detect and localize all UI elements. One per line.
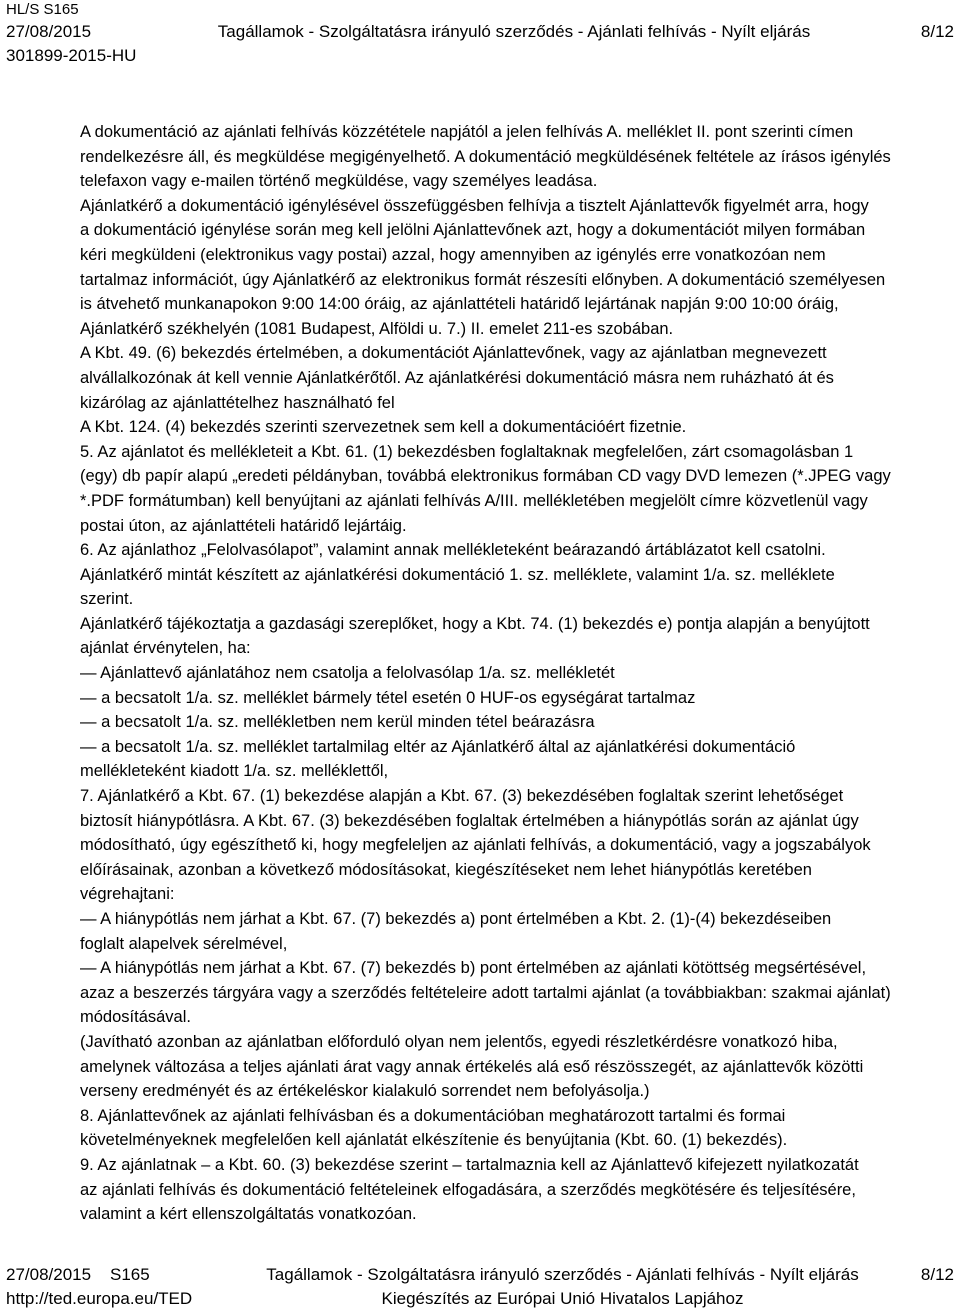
body-line: Ajánlatkérő tájékoztatja a gazdasági szereplőket, hogy a Kbt. 74. (1) bekezdés e) pontja alapján a benyújtott <box>80 614 870 633</box>
doc-code: HL/S S165 <box>6 1 79 18</box>
body-line: kizárólag az ajánlattételhez használható fel <box>80 393 395 412</box>
footer-page-number: 8/12 <box>920 1265 954 1284</box>
body-line: 7. Ajánlatkérő a Kbt. 67. (1) bekezdése alapján a Kbt. 67. (3) bekezdésében foglaltak szerint lehetőséget <box>80 787 844 806</box>
body-line: kéri megküldeni (elektronikus vagy postai) azzal, hogy amennyiben az igénylés erre vonatkozóan nem <box>80 245 826 264</box>
body-line: 9. Az ajánlatnak – a Kbt. 60. (3) bekezdése szerint – tartalmaznia kell az Ajánlattevő kifejezett nyilatkozatát <box>80 1155 859 1174</box>
header-page-number: 8/12 <box>920 22 954 41</box>
body-line: előírásainak, azonban a következő módosításokat, kiegészítéseket nem lehet hiánypótlás keretében <box>80 860 812 879</box>
body-line: — A hiánypótlás nem járhat a Kbt. 67. (7) bekezdés b) pont értelmében az ajánlati kötöttség megsértésével, <box>80 959 867 978</box>
body-line: a dokumentáció igénylése során meg kell jelölni Ajánlattevőnek azt, hogy a dokumentációt milyen formában <box>80 221 866 240</box>
body-line: A Kbt. 124. (4) bekezdés szerinti szervezetnek sem kell a dokumentációért fizetnie. <box>80 418 687 437</box>
body-line: követelményeknek megfelelően kell ajánlatát elkészítenie és benyújtania (Kbt. 60. (1) bekezdés). <box>80 1131 788 1150</box>
body-line: 6. Az ajánlathoz „Felolvasólapot”, valamint annak mellékleteként beárazandó ártáblázatot kell csatolni. <box>80 541 826 560</box>
body-line: telefaxon vagy e-mailen történő megküldése, vagy személyes leadása. <box>80 172 598 191</box>
page-footer <box>6 1264 954 1286</box>
footer-date: 27/08/2015 <box>6 1265 92 1284</box>
document-body <box>80 120 958 1227</box>
body-line: valamint a kért ellenszolgáltatás vonatkozóan. <box>80 1205 417 1224</box>
body-line: is átvehető munkanapokon 9:00 14:00 óráig, az ajánlattételi határidő lejártának napján 9:00 10:00 óráig, <box>80 295 839 314</box>
body-line: Ajánlatkérő székhelyén (1081 Budapest, Alföldi u. 7.) II. emelet 211-es szobában. <box>80 319 674 338</box>
body-line: tartalmaz információt, úgy Ajánlatkérő az elektronikus formát részesíti előnyben. A dokumentáció személyesen <box>80 270 886 289</box>
notice-number-row <box>6 45 954 67</box>
body-line: (egy) db papír alapú „eredeti példányban, továbbá elektronikus formában CD vagy DVD lemezen (*.JPEG vagy <box>80 467 891 486</box>
body-line: — a becsatolt 1/a. sz. melléklet tartalmilag eltér az Ajánlatkérő által az ajánlatkérési dokumentáció <box>80 737 796 756</box>
notice-number: 301899-2015-HU <box>6 46 137 65</box>
body-line: mellékleteként kiadott 1/a. sz. melléklettől, <box>80 762 389 781</box>
body-line: alvállalkozónak át kell vennie Ajánlatkérőtől. Az ajánlatkérési dokumentáció másra nem ruházható át és <box>80 368 834 387</box>
body-line: 5. Az ajánlatot és mellékleteit a Kbt. 61. (1) bekezdésben foglaltaknak megfelelően, zárt csomagolásban 1 <box>80 442 854 461</box>
body-line: postai úton, az ajánlattételi határidő lejártáig. <box>80 516 407 535</box>
page-header <box>6 21 954 43</box>
footer-date-series <box>6 1264 211 1286</box>
body-line: 8. Ajánlattevőnek az ajánlati felhívásban és a dokumentációban meghatározott tartalmi és formai <box>80 1106 786 1125</box>
header-date: 27/08/2015 <box>6 22 92 41</box>
body-line: végrehajtani: <box>80 885 175 904</box>
body-line: — Ajánlattevő ajánlatához nem csatolja a felolvasólap 1/a. sz. mellékletét <box>80 664 615 683</box>
body-line: az ajánlati felhívás és dokumentáció feltételeinek elfogadására, a szerződés megkötésére és teljesítésére, <box>80 1180 856 1199</box>
footer-publisher: Kiegészítés az Európai Unió Hivatalos Lapjához <box>381 1289 744 1308</box>
body-line: Ajánlatkérő mintát készített az ajánlatkérési dokumentáció 1. sz. melléklete, valamint 1/a. sz. melléklete <box>80 565 835 584</box>
footer-url-link[interactable]: http://ted.europa.eu/TED <box>6 1289 193 1308</box>
body-line: Ajánlatkérő a dokumentáció igénylésével összefüggésben felhívja a tisztelt Ajánlattevők figyelmét arra, hogy <box>80 196 869 215</box>
body-line: azaz a beszerzés tárgyára vagy a szerződés feltételeire adott tartalmi ajánlat (a továbbiakban: szakmai ajánlat) <box>80 983 891 1002</box>
body-line: — a becsatolt 1/a. sz. mellékletben nem kerül minden tétel beárazásra <box>80 713 595 732</box>
body-line: *.PDF formátumban) kell benyújtani az ajánlati felhívás A/III. mellékletében megjelölt címre közvetlenül vagy <box>80 491 868 510</box>
body-line: — a becsatolt 1/a. sz. melléklet bármely tétel esetén 0 HUF-os egységárat tartalmaz <box>80 688 696 707</box>
header-title: Tagállamok - Szolgáltatásra irányuló szerződés - Ajánlati felhívás - Nyílt eljárás <box>217 22 811 41</box>
body-line: ajánlat érvénytelen, ha: <box>80 639 251 658</box>
body-line: rendelkezésre áll, és megküldése megigényelhető. A dokumentáció megküldésének feltétele az írásos igénylés <box>80 147 891 166</box>
body-line: verseny eredményét és az értékeléskor kialakuló sorrendet nem befolyásolja.) <box>80 1082 650 1101</box>
body-line: amelynek változása a teljes ajánlati árat vagy annak értékelés alá eső részösszegét, az ajánlattevők közötti <box>80 1057 864 1076</box>
body-line: módosítható, úgy egészíthető ki, hogy megfeleljen az ajánlati felhívás, a dokumentáció, vagy a jogszabályok <box>80 836 871 855</box>
body-line: biztosít hiánypótlásra. A Kbt. 67. (3) bekezdésében foglaltak értelmében a hiánypótlás során az ajánlat úgy <box>80 811 859 830</box>
footer-source-row <box>6 1288 954 1310</box>
body-line: módosításával. <box>80 1008 191 1027</box>
body-line: (Javítható azonban az ajánlatban előforduló olyan nem jelentős, egyedi részletkérdésre vonatkozó hiba, <box>80 1032 838 1051</box>
footer-title: Tagállamok - Szolgáltatásra irányuló szerződés - Ajánlati felhívás - Nyílt eljárás <box>266 1265 859 1284</box>
body-line: — A hiánypótlás nem járhat a Kbt. 67. (7) bekezdés a) pont értelmében a Kbt. 2. (1)-(4) bekezdéseiben <box>80 910 832 928</box>
body-line: foglalt alapelvek sérelmével, <box>80 934 288 953</box>
footer-series: S165 <box>110 1265 150 1284</box>
body-line: A Kbt. 49. (6) bekezdés értelmében, a dokumentációt Ajánlattevőnek, vagy az ajánlatban megnevezett <box>80 344 827 363</box>
body-line: szerint. <box>80 590 134 609</box>
body-line: A dokumentáció az ajánlati felhívás közzététele napjától a jelen felhívás A. melléklet II. pont szerinti címen <box>80 123 854 141</box>
